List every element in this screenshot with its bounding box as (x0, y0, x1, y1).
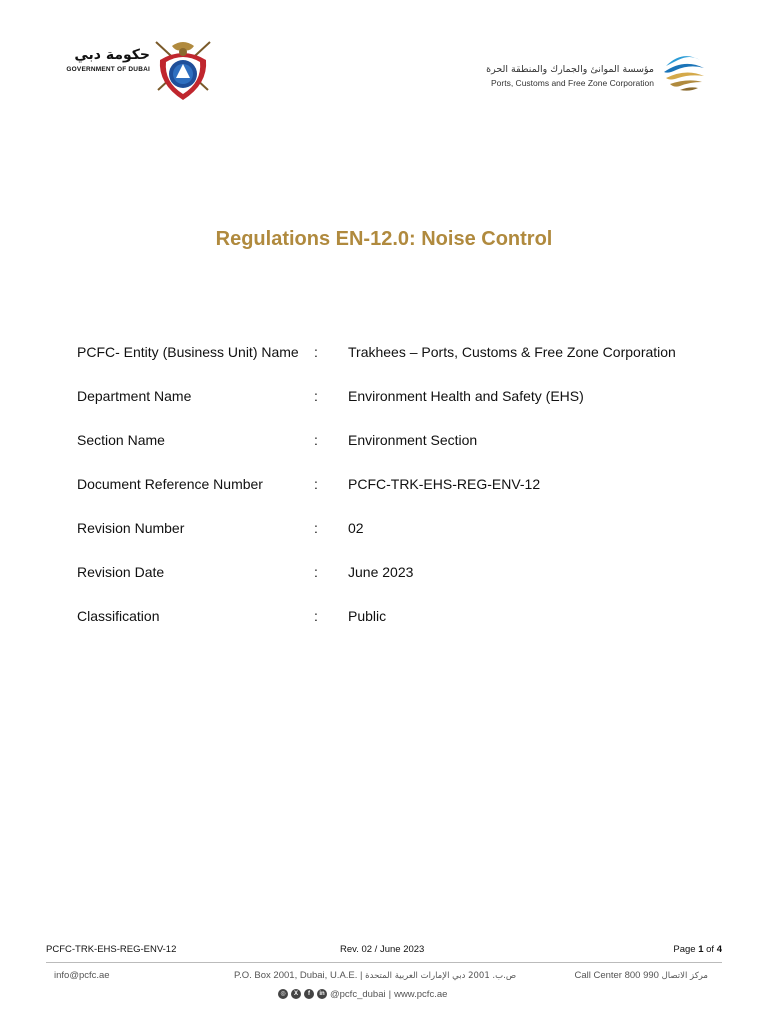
footer-document-info (46, 944, 722, 958)
metadata-row (77, 432, 717, 476)
metadata-separator: : (314, 432, 318, 448)
document-metadata (77, 344, 717, 652)
metadata-value: Environment Health and Safety (EHS) (348, 388, 584, 404)
government-english-name: GOVERNMENT OF DUBAI (66, 66, 150, 73)
instagram-icon[interactable]: ◎ (278, 989, 288, 999)
po-box-english: P.O. Box 2001, Dubai, U.A.E. | (234, 970, 363, 981)
footer-revision: Rev. 02 / June 2023 (340, 944, 425, 955)
metadata-label: PCFC- Entity (Business Unit) Name (77, 344, 299, 360)
metadata-label: Revision Number (77, 520, 185, 536)
document-title: Regulations EN-12.0: Noise Control (215, 228, 553, 250)
facebook-icon[interactable]: f (304, 989, 314, 999)
metadata-separator: : (314, 476, 318, 492)
page-current: 1 (698, 944, 704, 955)
page-total: 4 (716, 944, 722, 955)
metadata-separator: : (314, 564, 318, 580)
metadata-value: June 2023 (348, 564, 414, 580)
footer-email[interactable]: info@pcfc.ae (54, 970, 110, 981)
metadata-label: Department Name (77, 388, 192, 404)
footer-contact (54, 970, 708, 984)
metadata-value: Public (348, 608, 387, 624)
footer-social (278, 986, 447, 1002)
footer-divider (46, 962, 722, 963)
metadata-row (77, 520, 717, 564)
pcfc-english-name: Ports, Customs and Free Zone Corporation (491, 78, 654, 88)
metadata-separator: : (314, 608, 318, 624)
metadata-separator: : (314, 344, 318, 360)
footer-separator: | (388, 988, 392, 1000)
metadata-separator: : (314, 520, 318, 536)
metadata-label: Revision Date (77, 564, 165, 580)
pcfc-globe-icon (660, 46, 706, 94)
page-prefix: Page (673, 944, 699, 955)
page-of: of (703, 944, 717, 955)
call-center-english: Call Center 800 990 (574, 970, 659, 981)
footer-reference: PCFC-TRK-EHS-REG-ENV-12 (46, 944, 177, 955)
metadata-value: PCFC-TRK-EHS-REG-ENV-12 (348, 476, 541, 492)
metadata-row (77, 344, 717, 388)
metadata-value: Trakhees – Ports, Customs & Free Zone Corporation (348, 344, 676, 360)
metadata-row (77, 608, 717, 652)
po-box-arabic: ص.ب. 2001 دبي الإمارات العربية المتحدة (365, 971, 517, 981)
footer-call-center (574, 970, 708, 981)
metadata-separator: : (314, 388, 318, 404)
metadata-value: 02 (348, 520, 364, 536)
pcfc-logo (488, 44, 712, 96)
metadata-label: Classification (77, 608, 160, 624)
social-handle[interactable]: @pcfc_dubai (330, 988, 386, 1000)
government-logo-text (54, 46, 150, 73)
government-of-dubai-logo (54, 38, 224, 102)
website-link[interactable]: www.pcfc.ae (394, 988, 448, 1000)
dubai-emblem-icon (150, 38, 216, 102)
footer-address (234, 970, 516, 981)
metadata-value: Environment Section (348, 432, 478, 448)
metadata-row (77, 564, 717, 608)
pcfc-arabic-name: مؤسسة الموانئ والجمارك والمنطقة الحرة (486, 64, 654, 75)
call-center-arabic: مركز الاتصال (661, 971, 708, 981)
metadata-row (77, 388, 717, 432)
metadata-label: Section Name (77, 432, 165, 448)
linkedin-icon[interactable]: in (317, 989, 327, 999)
metadata-label: Document Reference Number (77, 476, 263, 492)
x-twitter-icon[interactable]: X (291, 989, 301, 999)
page-number (673, 944, 722, 955)
government-arabic-name: حكومة دبي (74, 47, 150, 63)
metadata-row (77, 476, 717, 520)
